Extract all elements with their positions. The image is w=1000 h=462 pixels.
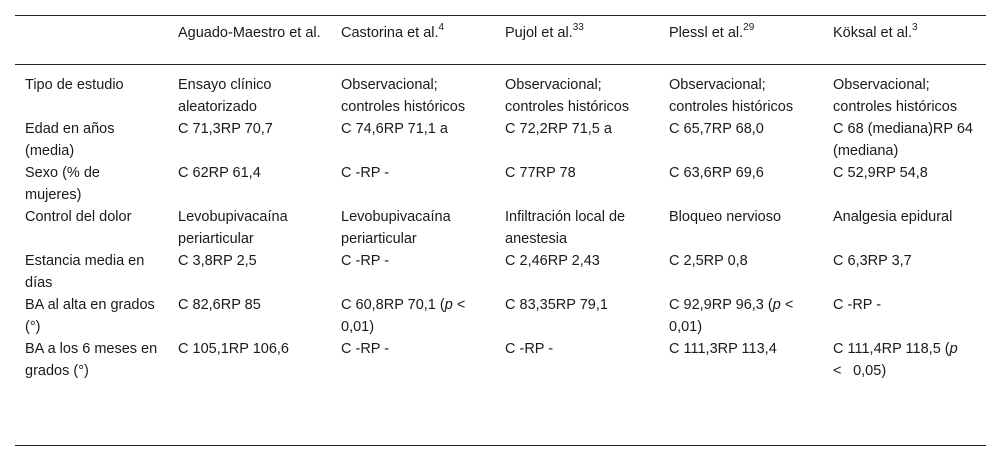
row-label: Edad en años (media) bbox=[25, 121, 115, 159]
table-cell: C 63,6RP 69,6 bbox=[669, 165, 764, 181]
table-cell: Analgesia epidural bbox=[833, 209, 953, 225]
table-cell: C 82,6RP 85 bbox=[178, 297, 261, 313]
header-empty-cell bbox=[15, 16, 168, 68]
table-cell: C 6,3RP 3,7 bbox=[833, 253, 912, 269]
table-cell: C 92,9RP 96,3 (p < 0,01) bbox=[669, 297, 805, 335]
table-cell: C 2,46RP 2,43 bbox=[505, 253, 600, 269]
studies-comparison-table bbox=[15, 16, 986, 382]
table-cell: Infiltración local de anestesia bbox=[505, 209, 626, 247]
table-cell: C 74,6RP 71,1 a bbox=[341, 121, 448, 137]
table-cell: C -RP - bbox=[341, 341, 390, 357]
table-row bbox=[15, 294, 986, 338]
table-cell: C 60,8RP 70,1 (p < 0,01) bbox=[341, 297, 477, 335]
row-label: Sexo (% de mujeres) bbox=[25, 165, 100, 203]
table-cell: Observacional; controles históricos bbox=[669, 77, 794, 115]
table-cell: C 2,5RP 0,8 bbox=[669, 253, 748, 269]
table-cell: Observacional; controles históricos bbox=[341, 77, 466, 115]
p-value-symbol: p bbox=[949, 341, 958, 357]
table-cell: C 83,35RP 79,1 bbox=[505, 297, 608, 313]
table-cell: C 111,4RP 118,5 (p < 0,05) bbox=[833, 341, 958, 379]
row-label: Control del dolor bbox=[25, 209, 132, 225]
row-label: Estancia media en días bbox=[25, 253, 145, 291]
row-label: BA a los 6 meses en grados (°) bbox=[25, 341, 158, 379]
table-row bbox=[15, 250, 986, 294]
table-cell: C -RP - bbox=[505, 341, 554, 357]
bottom-rule bbox=[15, 445, 986, 446]
table-row bbox=[15, 118, 986, 162]
table-row bbox=[15, 162, 986, 206]
table-row bbox=[15, 68, 986, 118]
p-value-symbol: p bbox=[444, 297, 453, 313]
table-cell: Observacional; controles históricos bbox=[505, 77, 630, 115]
header-row bbox=[15, 16, 986, 68]
table-cell: Ensayo clínico aleatorizado bbox=[178, 77, 272, 115]
table-cell: C 111,3RP 113,4 bbox=[669, 341, 777, 357]
table-cell: C 62RP 61,4 bbox=[178, 165, 261, 181]
table-cell: C 72,2RP 71,5 a bbox=[505, 121, 612, 137]
header-plessl: Plessl et al.$^{29}$ bbox=[669, 22, 755, 41]
table-cell: C 65,7RP 68,0 bbox=[669, 121, 764, 137]
table-cell: Bloqueo nervioso bbox=[669, 209, 782, 225]
table-cell: C 71,3RP 70,7 bbox=[178, 121, 273, 137]
table-cell: C -RP - bbox=[341, 253, 390, 269]
row-label: Tipo de estudio bbox=[25, 77, 124, 93]
row-label: BA al alta en grados (°) bbox=[25, 297, 155, 335]
table-cell: Levobupivacaína periarticular bbox=[341, 209, 451, 247]
table-cell: C 52,9RP 54,8 bbox=[833, 165, 928, 181]
table-cell: C 68 (mediana)RP 64 (mediana) bbox=[833, 121, 973, 159]
header-aguado-maestro: Aguado-Maestro et al. bbox=[178, 25, 321, 41]
header-koksal: Köksal et al.$^3$ bbox=[833, 22, 918, 41]
table-cell: C 105,1RP 106,6 bbox=[178, 341, 289, 357]
table-cell: C -RP - bbox=[833, 297, 882, 313]
table-cell: Observacional; controles históricos bbox=[833, 77, 958, 115]
table-cell: C 3,8RP 2,5 bbox=[178, 253, 257, 269]
table-cell: Levobupivacaína periarticular bbox=[178, 209, 288, 247]
header-pujol: Pujol et al.$^{33}$ bbox=[505, 22, 584, 41]
table-cell: C -RP - bbox=[341, 165, 390, 181]
table-row bbox=[15, 338, 986, 382]
header-castorina: Castorina et al.$^4$ bbox=[341, 22, 445, 41]
table-row bbox=[15, 206, 986, 250]
table-cell: C 77RP 78 bbox=[505, 165, 576, 181]
p-value-symbol: p bbox=[772, 297, 781, 313]
